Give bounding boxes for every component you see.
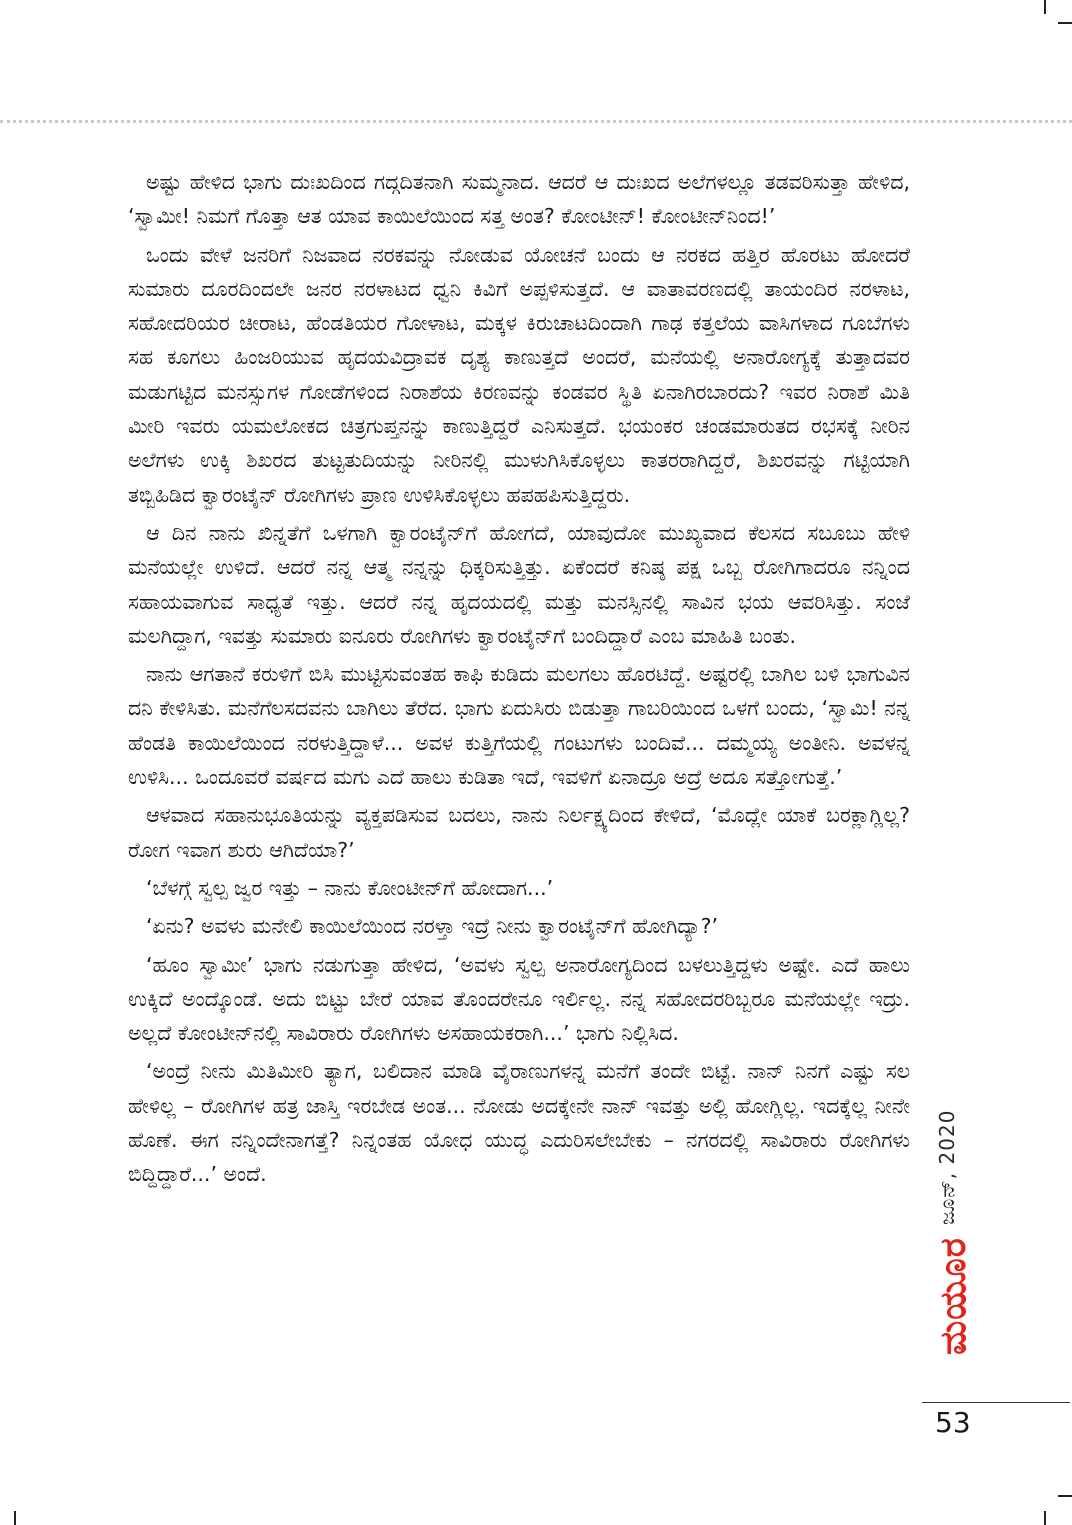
paragraph: ಆ ದಿನ ನಾನು ಖಿನ್ನತೆಗೆ ಒಳಗಾಗಿ ಕ್ವಾರಂಟೈನ್‌ಗೆ ಹೋಗದೆ, ಯಾವುದೋ ಮುಖ್ಯವಾದ ಕೆಲಸದ ಸಬೂಬು ಹೇಳಿ ಮನೆಯಲ್ಲೇ ಉಳಿದೆ. ಆದರೆ ನನ್ನ ಆತ್ಮ ನನ್ನನ್ನು ಧಿಕ್ಕರಿಸುತ್ತಿತ್ತು. ಏಕೆಂದರೆ ಕನಿಷ್ಠ ಪಕ್ಷ ಒಬ್ಬ ರೋಗಿಗಾದರೂ ನನ್ನಿಂದ ಸಹಾಯವಾಗುವ ಸಾಧ್ಯತೆ ಇತ್ತು. ಆದರೆ ನನ್ನ ಹೃದಯದಲ್ಲಿ ಮತ್ತು ಮನಸ್ಸಿನಲ್ಲಿ ಸಾವಿನ ಭಯ ಆವರಿಸಿತ್ತು. ಸಂಜೆ ಮಲಗಿದ್ದಾಗ, ಇವತ್ತು ಸುಮಾರು ಐನೂರು ರೋಗಿಗಳು ಕ್ವಾರಂಟೈನ್‌ಗೆ ಬಂದಿದ್ದಾರೆ ಎಂಬ ಮಾಹಿತಿ ಬಂತು. [128,520,910,648]
paragraph: ಅಷ್ಟು ಹೇಳಿದ ಭಾಗು ದುಃಖದಿಂದ ಗದ್ಗದಿತನಾಗಿ ಸುಮ್ಮನಾದ. ಆದರೆ ಆ ದುಃಖದ ಅಲೆಗಳಲ್ಲೂ ತಡವರಿಸುತ್ತಾ ಹೇಳಿದ, ‘ಸ್ವಾಮೀ! ನಿಮಗೆ ಗೊತ್ತಾ ಆತ ಯಾವ ಕಾಯಿಲೆಯಿಂದ ಸತ್ತ ಅಂತ? ಕೋಂಟೀನ್! ಕೋಂಟೀನ್‌ನಿಂದ!’ [128,170,910,229]
page-number: 53 [935,1406,971,1439]
paragraph: ‘ಅಂದ್ರೆ ನೀನು ಮಿತಿಮೀರಿ ತ್ಯಾಗ, ಬಲಿದಾನ ಮಾಡಿ ವೈರಾಣುಗಳನ್ನ ಮನೆಗೆ ತಂದೇ ಬಿಟ್ಟೆ. ನಾನ್ ನಿನಗೆ ಎಷ್ಟು ಸಲ ಹೇಳಿಲ್ಲ – ರೋಗಿಗಳ ಹತ್ರ ಜಾಸ್ತಿ ಇರಬೇಡ ಅಂತ... ನೋಡು ಅದಕ್ಕೇನೇ ನಾನ್ ಇವತ್ತು ಅಲ್ಲಿ ಹೋಗ್ಲಿಲ್ಲ. ಇದಕ್ಕೆಲ್ಲ ನೀನೇ ಹೊಣೆ. ಈಗ ನನ್ನಿಂದೇನಾಗತ್ತೆ? ನಿನ್ನಂತಹ ಯೋಧ ಯುದ್ಧ ಎದುರಿಸಲೇಬೇಕು – ನಗರದಲ್ಲಿ ಸಾವಿರಾರು ರೋಗಿಗಳು ಬಿದ್ದಿದ್ದಾರೆ...’ ಅಂದೆ. [128,1059,910,1187]
paragraph: ಆಳವಾದ ಸಹಾನುಭೂತಿಯನ್ನು ವ್ಯಕ್ತಪಡಿಸುವ ಬದಲು, ನಾನು ನಿರ್ಲಕ್ಷ್ಯದಿಂದ ಕೇಳಿದೆ, ‘ಮೊದ್ಲೇ ಯಾಕೆ ಬರಕ್ಲಾಗ್ಲಿಲ್ಲ? ರೋಗ ಇವಾಗ ಶುರು ಆಗಿದೆಯಾ?’ [128,803,910,862]
crop-mark [1058,22,1072,24]
crop-mark [14,1511,16,1525]
header-dotted-rule [0,120,1072,123]
crop-mark [1044,1511,1046,1525]
paragraph: ನಾನು ಆಗತಾನೆ ಕರುಳಿಗೆ ಬಿಸಿ ಮುಟ್ಟಿಸುವಂತಹ ಕಾಫಿ ಕುಡಿದು ಮಲಗಲು ಹೊರಟಿದ್ದೆ. ಅಷ್ಟರಲ್ಲಿ ಬಾಗಿಲ ಬಳಿ ಭಾಗುವಿನ ದನಿ ಕೇಳಿಸಿತು. ಮನೆಗೆಲಸದವನು ಬಾಗಿಲು ತೆರೆದ. ಭಾಗು ಏದುಸಿರು ಬಿಡುತ್ತಾ ಗಾಬರಿಯಿಂದ ಒಳಗೆ ಬಂದು, ‘ಸ್ವಾಮಿ! ನನ್ನ ಹೆಂಡತಿ ಕಾಯಿಲೆಯಿಂದ ನರಳುತ್ತಿದ್ದಾಳೆ... ಅವಳ ಕುತ್ತಿಗೆಯಲ್ಲಿ ಗಂಟುಗಳು ಬಂದಿವೆ... ದಮ್ಮಯ್ಯ ಅಂತೀನಿ. ಅವಳನ್ನ ಉಳಿಸಿ... ಒಂದೂವರೆ ವರ್ಷದ ಮಗು ಎದೆ ಹಾಲು ಕುಡಿತಾ ಇದೆ, ಇವಳಿಗೆ ಏನಾದ್ರೂ ಅದ್ರೆ ಅದೂ ಸತ್ತೋಗುತ್ತೆ.’ [128,662,910,790]
paragraph: ‘ಏನು? ಅವಳು ಮನೇಲಿ ಕಾಯಿಲೆಯಿಂದ ನರಳ್ತಾ ಇದ್ರೆ ನೀನು ಕ್ವಾರಂಟೈನ್‌ಗೆ ಹೋಗಿದ್ಯಾ?’ [146,914,719,939]
paragraph: ‘ಹೂಂ ಸ್ವಾಮೀ’ ಭಾಗು ನಡುಗುತ್ತಾ ಹೇಳಿದ, ‘ಅವಳು ಸ್ವಲ್ಪ ಅನಾರೋಗ್ಯದಿಂದ ಬಳಲುತ್ತಿದ್ದಳು ಅಷ್ಟೇ. ಎದೆ ಹಾಲು ಉಕ್ಕಿದೆ ಅಂದ್ಕೊಂಡೆ. ಅದು ಬಿಟ್ಟು ಬೇರೆ ಯಾವ ತೊಂದರೇನೂ ಇರ್ಲಿಲ್ಲ. ನನ್ನ ಸಹೋದರರಿಬ್ಬರೂ ಮನೆಯಲ್ಲೇ ಇದ್ರು. ಅಲ್ಲದೆ ಕೋಂಟೀನ್‌ನಲ್ಲಿ ಸಾವಿರಾರು ರೋಗಿಗಳು ಅಸಹಾಯಕರಾಗಿ...’ ಭಾಗು ನಿಲ್ಲಿಸಿದ. [128,952,910,1046]
footer-rule [922,1402,1070,1403]
crop-mark [1058,1495,1072,1497]
paragraph: ಒಂದು ವೇಳೆ ಜನರಿಗೆ ನಿಜವಾದ ನರಕವನ್ನು ನೋಡುವ ಯೋಚನೆ ಬಂದು ಆ ನರಕದ ಹತ್ತಿರ ಹೊರಟು ಹೋದರೆ ಸುಮಾರು ದೂರದಿಂದಲೇ ಜನರ ನರಳಾಟದ ಧ್ವನಿ ಕಿವಿಗೆ ಅಪ್ಪಳಿಸುತ್ತದೆ. ಆ ವಾತಾವರಣದಲ್ಲಿ ತಾಯಂದಿರ ನರಳಾಟ, ಸಹೋದರಿಯರ ಚೀರಾಟ, ಹೆಂಡತಿಯರ ಗೋಳಾಟ, ಮಕ್ಕಳ ಕಿರುಚಾಟದಿಂದಾಗಿ ಗಾಢ ಕತ್ತಲೆಯ ವಾಸಿಗಳಾದ ಗೂಬೆಗಳು ಸಹ ಕೂಗಲು ಹಿಂಜರಿಯುವ ಹೃದಯವಿದ್ರಾವಕ ದೃಶ್ಯ ಕಾಣುತ್ತದೆ ಅಂದರೆ, ಮನೆಯಲ್ಲಿ ಅನಾರೋಗ್ಯಕ್ಕೆ ತುತ್ತಾದವರ ಮಡುಗಟ್ಟಿದ ಮನಸ್ಸುಗಳ ಗೋಡೆಗಳಿಂದ ನಿರಾಶೆಯ ಕಿರಣವನ್ನು ಕಂಡವರ ಸ್ಥಿತಿ ಏನಾಗಿರಬಾರದು? ಇವರ ನಿರಾಶೆ ಮಿತಿ ಮೀರಿ ಇವರು ಯಮಲೋಕದ ಚಿತ್ರಗುಪ್ತನನ್ನು ಕಾಣುತ್ತಿದ್ದರೆ ಎನಿಸುತ್ತದೆ. ಭಯಂಕರ ಚಂಡಮಾರುತದ ರಭಸಕ್ಕೆ ನೀರಿನ ಅಲೆಗಳು ಉಕ್ಕಿ ಶಿಖರದ ತುಟ್ಟತುದಿಯನ್ನು ನೀರಿನಲ್ಲಿ ಮುಳುಗಿಸಿಕೊಳ್ಳಲು ಕಾತರರಾಗಿದ್ದರೆ, ಶಿಖರವನ್ನು ಗಟ್ಟಿಯಾಗಿ ತಬ್ಬಿಹಿಡಿದ ಕ್ವಾರಂಟೈನ್ ರೋಗಿಗಳು ಪ್ರಾಣ ಉಳಿಸಿಕೊಳ್ಳಲು ಹಪಹಪಿಸುತ್ತಿದ್ದರು. [128,242,910,507]
crop-mark [1044,0,1046,14]
article-body [128,165,910,1196]
paragraph: ‘ಬೆಳಗ್ಗೆ ಸ್ವಲ್ಪ ಜ್ವರ ಇತ್ತು – ನಾನು ಕೋಂಟೀನ್‌ಗೆ ಹೋದಾಗ...’ [146,875,554,900]
issue-date: ಜೂನ್, 2020 [935,1109,959,1225]
magazine-logo: ಮಯೂರ [933,1237,974,1355]
